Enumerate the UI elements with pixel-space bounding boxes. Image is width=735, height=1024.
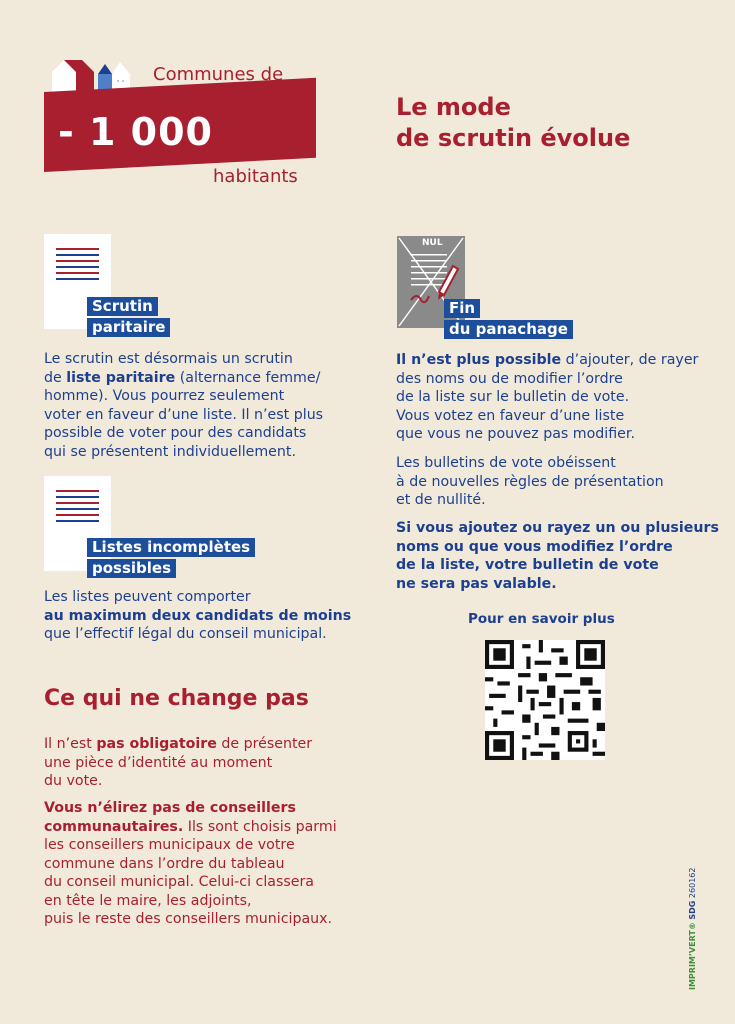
fin-panachage-tag-line1: Fin	[444, 299, 480, 318]
listes-incompletes-tag-line2: possibles	[87, 559, 176, 578]
page-title	[396, 92, 630, 154]
communes-de-label: Communes de	[153, 64, 284, 85]
population-threshold: - 1 000	[58, 110, 213, 154]
fin-panachage-tag-line2: du panachage	[444, 320, 573, 339]
fin-panachage-text-1: Il n’est plus possible d’ajouter, de rayer des noms ou de modifier l’ordre de la liste sur le bulletin de vote. Vous votez en faveur d’une liste que vous ne pouvez pas modifier.	[396, 352, 699, 442]
page-title-line2: de scrutin évolue	[396, 124, 631, 152]
habitants-label: habitants	[213, 166, 298, 187]
unchanged-text-2: Vous n’élirez pas de conseillers communautaires. Ils sont choisis parmi les conseillers municipaux de votre commune dans l’ordre du tableau du conseil municipal. Celui-ci classera en tête le maire, les adjoints, puis le reste des conseillers municipaux.	[44, 800, 337, 927]
imprim-vert-label: IMPRIM’VERT®	[688, 922, 697, 990]
learn-more-label: Pour en savoir plus	[468, 611, 615, 627]
listes-incompletes-text: Les listes peuvent comporter au maximum deux candidats de moins que l’effectif légal du conseil municipal.	[44, 589, 352, 642]
qr-code[interactable]	[485, 640, 605, 760]
fin-panachage-text-3: Si vous ajoutez ou rayez un ou plusieurs noms ou que vous modifiez l’ordre de la liste, votre bulletin de vote ne sera pas valable.	[396, 520, 719, 592]
scrutin-paritaire-tag-line1: Scrutin	[87, 297, 158, 316]
unchanged-text-1: Il n’est pas obligatoire de présenter une pièce d’identité au moment du vote.	[44, 736, 313, 789]
print-code	[688, 867, 697, 990]
null-ballot-label: NUL	[422, 238, 443, 248]
fin-panachage-text-2: Les bulletins de vote obéissent à de nouvelles règles de présentation et de nullité.	[396, 455, 664, 508]
scrutin-paritaire-text: Le scrutin est désormais un scrutin de liste paritaire (alternance femme/ homme). Vous pourrez seulement voter en faveur d’une liste. Il n’est plus possible de voter pour des candidats qui se présentent individuellement.	[44, 351, 324, 460]
section-title-unchanged: Ce qui ne change pas	[44, 686, 309, 711]
print-code-number: 260162	[688, 867, 697, 899]
scrutin-paritaire-tag-line2: paritaire	[87, 318, 170, 337]
print-code-prefix: SDG	[688, 900, 697, 920]
listes-incompletes-tag-line1: Listes incomplètes	[87, 538, 255, 557]
page-title-line1: Le mode	[396, 93, 511, 121]
